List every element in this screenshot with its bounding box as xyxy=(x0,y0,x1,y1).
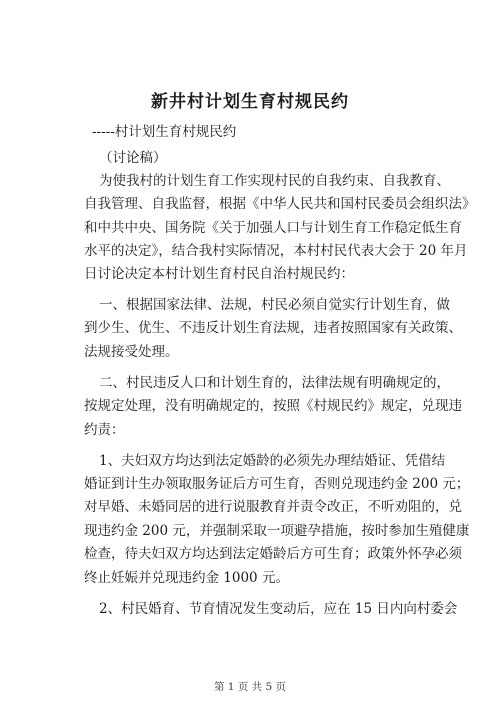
body-line: 1、夫妇双方均达到法定婚龄的必须先办理结婚证、凭借结 xyxy=(99,453,446,469)
body-line: 自我管理、自我监督，根据《中华人民共和国村民委员会组织法》 xyxy=(84,196,476,212)
body-line: 约责： xyxy=(84,422,125,438)
document-subtitle: -----村计划生育村规民约 xyxy=(92,124,237,140)
body-line: 终止妊娠并兑现违约金 1000 元。 xyxy=(84,570,289,586)
body-line: 按规定处理，没有明确规定的，按照《村规民约》规定，兑现违 xyxy=(84,398,462,414)
draft-note: （讨论稿） xyxy=(99,150,167,166)
body-line: 和中共中央、国务院《关于加强人口与计划生育工作稳定低生育 xyxy=(84,220,462,236)
body-line: 检查，待夫妇双方均达到法定婚龄后方可生育；政策外怀孕必须 xyxy=(84,546,462,562)
document-title: 新井村计划生育村规民约 xyxy=(151,92,349,112)
body-line: 日讨论决定本村计划生育村民自治村规民约： xyxy=(84,266,354,282)
body-line: 到少生、优生、不违反计划生育法规，违者按照国家有关政策、 xyxy=(84,320,462,336)
body-line: 法规接受处理。 xyxy=(84,344,179,360)
page-number: 第 1 页 共 5 页 xyxy=(213,681,287,693)
body-line: 水平的决定》，结合我村实际情况，本村村民代表大会于 20 年月 xyxy=(84,243,468,259)
body-line: 二、村民违反人口和计划生育的，法律法规有明确规定的， xyxy=(99,375,450,391)
body-line: 为使我村的计划生育工作实现村民的自我约束、自我教育、 xyxy=(99,173,450,189)
body-line: 现违约金 200 元，并强制采取一项避孕措施，按时参加生殖健康 xyxy=(84,523,470,539)
body-line: 2、村民婚育、节育情况发生变动后，应在 15 日内向村委会 xyxy=(99,601,458,617)
body-line: 一、根据国家法律、法规，村民必须自觉实行计划生育，做 xyxy=(99,297,450,313)
body-line: 婚证到计生办领取服务证后方可生育，否则兑现违约金 200 元； xyxy=(84,476,470,492)
body-line: 对早婚、未婚同居的进行说服教育并责令改正，不听劝阻的，兑 xyxy=(84,499,462,515)
